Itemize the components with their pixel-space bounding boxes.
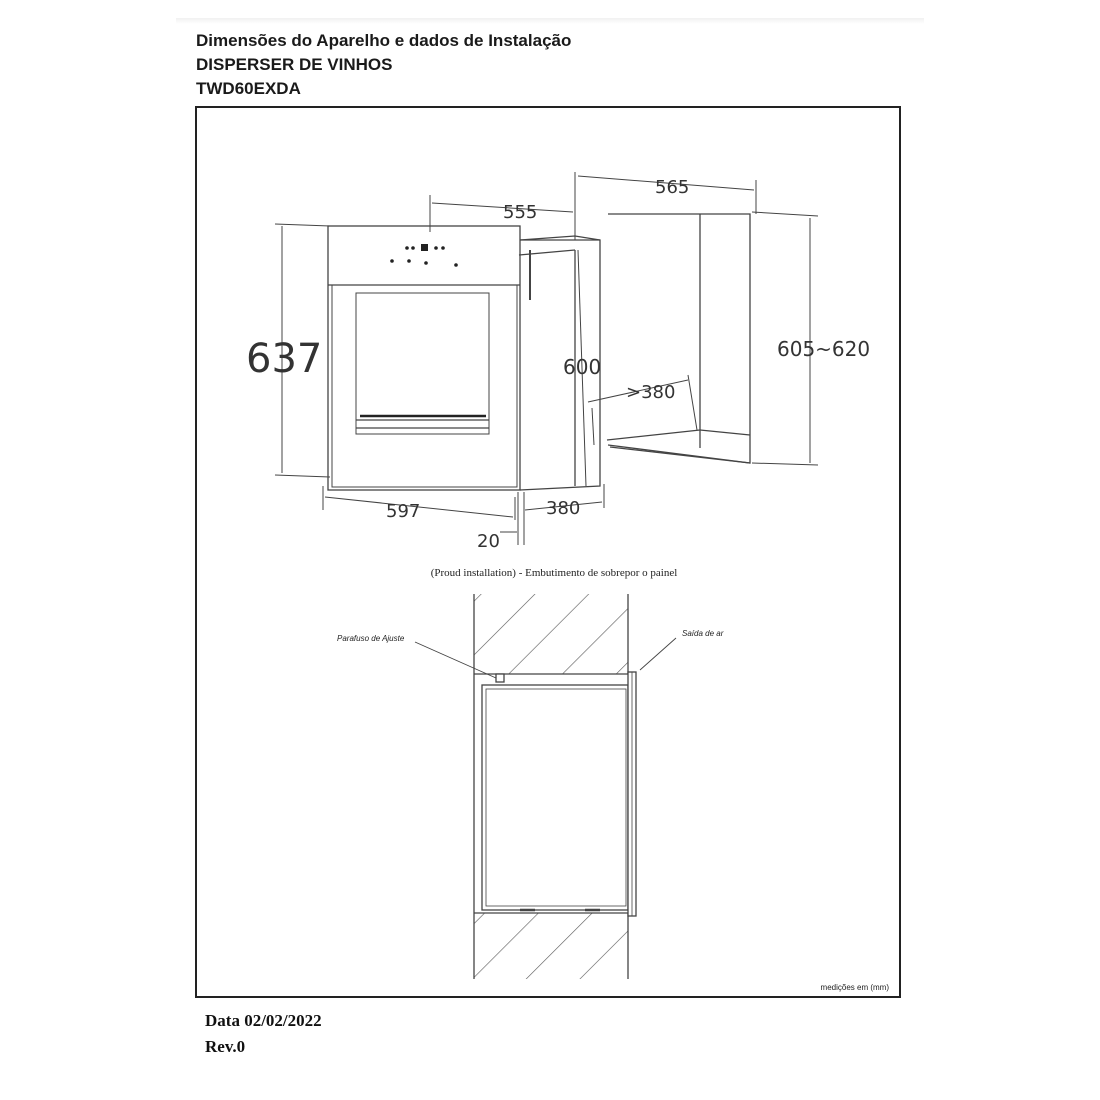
installation-caption: (Proud installation) - Embutimento de sobrepor o painel: [430, 567, 678, 579]
dim-depth-top: 555: [503, 202, 538, 223]
dim-niche-width: 565: [655, 177, 690, 198]
product-name: DISPERSER DE VINHOS: [196, 55, 393, 74]
appliance-front-outline: [328, 226, 520, 490]
dim-width: 597: [386, 501, 421, 522]
dim-niche-height: 605~620: [777, 337, 871, 361]
dim-height: 637: [246, 336, 323, 382]
adjustment-screw-label: Parafuso de Ajuste: [337, 634, 405, 643]
dim-body-depth: 380: [546, 498, 581, 519]
installation-niche: [607, 214, 750, 463]
document-title: Dimensões do Aparelho e dados de Instalação: [196, 31, 572, 50]
control-panel-icons: [390, 244, 458, 267]
door-window: [356, 293, 489, 434]
air-outlet-label: Saída de ar: [682, 629, 724, 638]
document-date: Data 02/02/2022: [205, 1011, 322, 1030]
dim-panel-thickness: 20: [477, 531, 500, 552]
appliance-section-body: [482, 685, 628, 910]
document-revision: Rev.0: [205, 1037, 246, 1056]
appliance-front-view: [328, 226, 600, 490]
model-number: TWD60EXDA: [196, 79, 301, 98]
dim-body-height: 600: [563, 355, 602, 379]
units-note: medições em (mm): [820, 983, 889, 992]
dim-niche-depth-min: >380: [626, 382, 676, 403]
section-view: [474, 594, 636, 979]
